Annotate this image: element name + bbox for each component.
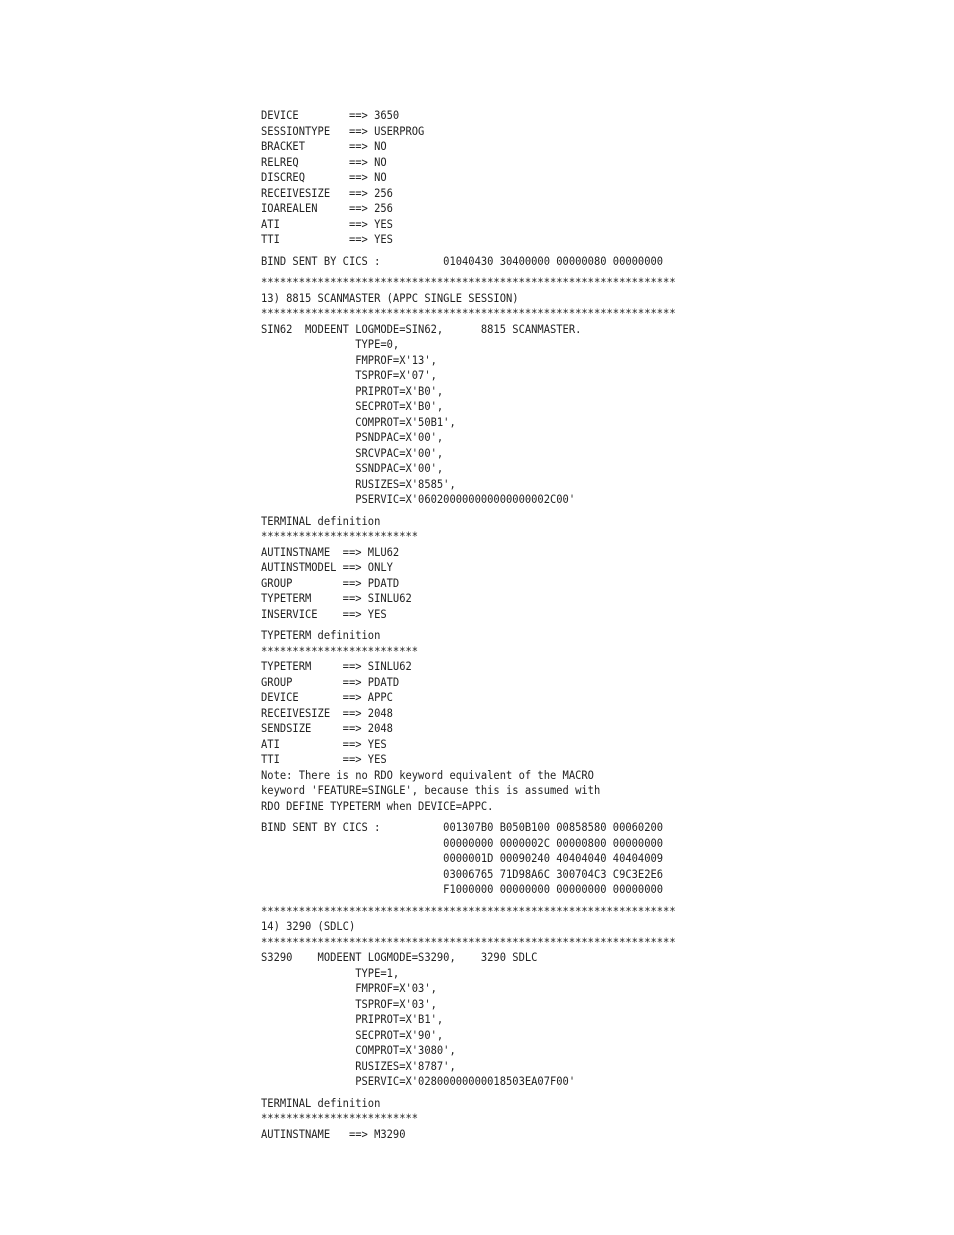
text-line: TTI ==> YES [261, 232, 393, 246]
text-line: TTI ==> YES [261, 752, 387, 766]
text-line: SECPROT=X'90', [261, 1027, 444, 1042]
text-line: ************************* [261, 529, 419, 543]
text-line: TSPROF=X'03', [261, 996, 437, 1011]
text-line: S3290 MODEENT LOGMODE=S3290, 3290 SDLC [261, 950, 538, 964]
text-line: 0000001D 00090240 40404040 40404009 [261, 851, 664, 865]
text-line: TYPETERM ==> SINLU62 [261, 591, 412, 605]
text-line: GROUP ==> PDATD [261, 575, 400, 590]
text-line: DEVICE ==> APPC [261, 690, 393, 704]
text-line: RECEIVESIZE ==> 2048 [261, 705, 393, 720]
text-line: RECEIVESIZE ==> 256 [261, 185, 393, 200]
text-block [261, 820, 837, 898]
text-line: TYPE=1, [261, 965, 400, 980]
text-line: AUTINSTMODEL ==> ONLY [261, 560, 393, 574]
text-line: PRIPROT=X'B1', [261, 1012, 444, 1026]
text-block [261, 904, 837, 1090]
text-block [261, 1096, 837, 1143]
text-line: PSERVIC=X'060200000000000000002C00' [261, 492, 576, 506]
text-block [261, 254, 837, 270]
text-line: 03006765 71D98A6C 300704C3 C9C3E2E6 [261, 866, 664, 881]
text-line: ATI ==> YES [261, 216, 393, 231]
text-line: COMPROT=X'50B1', [261, 414, 456, 429]
document-page [261, 108, 837, 1142]
text-line: TYPETERM ==> SINLU62 [261, 659, 412, 673]
text-line: ****************************************************************** [261, 934, 676, 949]
text-line: TYPETERM definition [261, 628, 381, 642]
text-line: RDO DEFINE TYPETERM when DEVICE=APPC. [261, 798, 494, 813]
text-line: F1000000 00000000 00000000 00000000 [261, 882, 664, 896]
text-line: FMPROF=X'13', [261, 352, 437, 367]
text-line: RUSIZES=X'8585', [261, 476, 456, 491]
text-line: TSPROF=X'07', [261, 368, 437, 382]
text-line: TYPE=0, [261, 337, 400, 351]
text-line: SSNDPAC=X'00', [261, 461, 444, 475]
text-line: SENDSIZE ==> 2048 [261, 721, 393, 735]
text-line: ****************************************************************** [261, 903, 676, 918]
text-line: ************************* [261, 1111, 419, 1125]
text-line: ************************* [261, 643, 419, 658]
text-line: AUTINSTNAME ==> M3290 [261, 1126, 406, 1141]
text-line: FMPROF=X'03', [261, 981, 437, 995]
text-line: BRACKET ==> NO [261, 139, 387, 153]
text-line: AUTINSTNAME ==> MLU62 [261, 544, 400, 559]
text-line: TERMINAL definition [261, 513, 381, 528]
text-line: Note: There is no RDO keyword equivalent of the MACRO [261, 767, 594, 782]
text-line: DISCREQ ==> NO [261, 170, 387, 184]
text-line: PSERVIC=X'02800000000018503EA07F00' [261, 1074, 576, 1088]
text-line: PRIPROT=X'B0', [261, 383, 444, 398]
text-line: GROUP ==> PDATD [261, 674, 400, 689]
text-block [261, 628, 837, 814]
text-line: DEVICE ==> 3650 [261, 108, 400, 122]
text-line: RUSIZES=X'8787', [261, 1058, 456, 1073]
text-line: COMPROT=X'3080', [261, 1043, 456, 1057]
text-line: INSERVICE ==> YES [261, 606, 387, 621]
text-line: SIN62 MODEENT LOGMODE=SIN62, 8815 SCANMASTER. [261, 321, 582, 336]
text-line: SRCVPAC=X'00', [261, 445, 444, 460]
text-block [261, 108, 837, 248]
text-line: 13) 8815 SCANMASTER (APPC SINGLE SESSION) [261, 290, 519, 305]
text-block [261, 275, 837, 508]
text-line: PSNDPAC=X'00', [261, 430, 444, 444]
text-line: RELREQ ==> NO [261, 154, 387, 169]
text-line: SESSIONTYPE ==> USERPROG [261, 123, 425, 138]
text-line: IOAREALEN ==> 256 [261, 201, 393, 215]
text-line: BIND SENT BY CICS : 001307B0 B050B100 00858580 00060200 [261, 820, 664, 834]
text-line: TERMINAL definition [261, 1095, 381, 1110]
text-line: 14) 3290 (SDLC) [261, 919, 356, 933]
text-line: SECPROT=X'B0', [261, 399, 444, 413]
text-block [261, 514, 837, 623]
text-line: ****************************************************************** [261, 306, 676, 320]
text-line: keyword 'FEATURE=SINGLE', because this is assumed with [261, 783, 601, 797]
text-line: ****************************************************************** [261, 275, 676, 289]
text-line: 00000000 0000002C 00000800 00000000 [261, 835, 664, 850]
text-line: ATI ==> YES [261, 736, 387, 751]
text-line: BIND SENT BY CICS : 01040430 30400000 00000080 00000000 [261, 253, 664, 268]
